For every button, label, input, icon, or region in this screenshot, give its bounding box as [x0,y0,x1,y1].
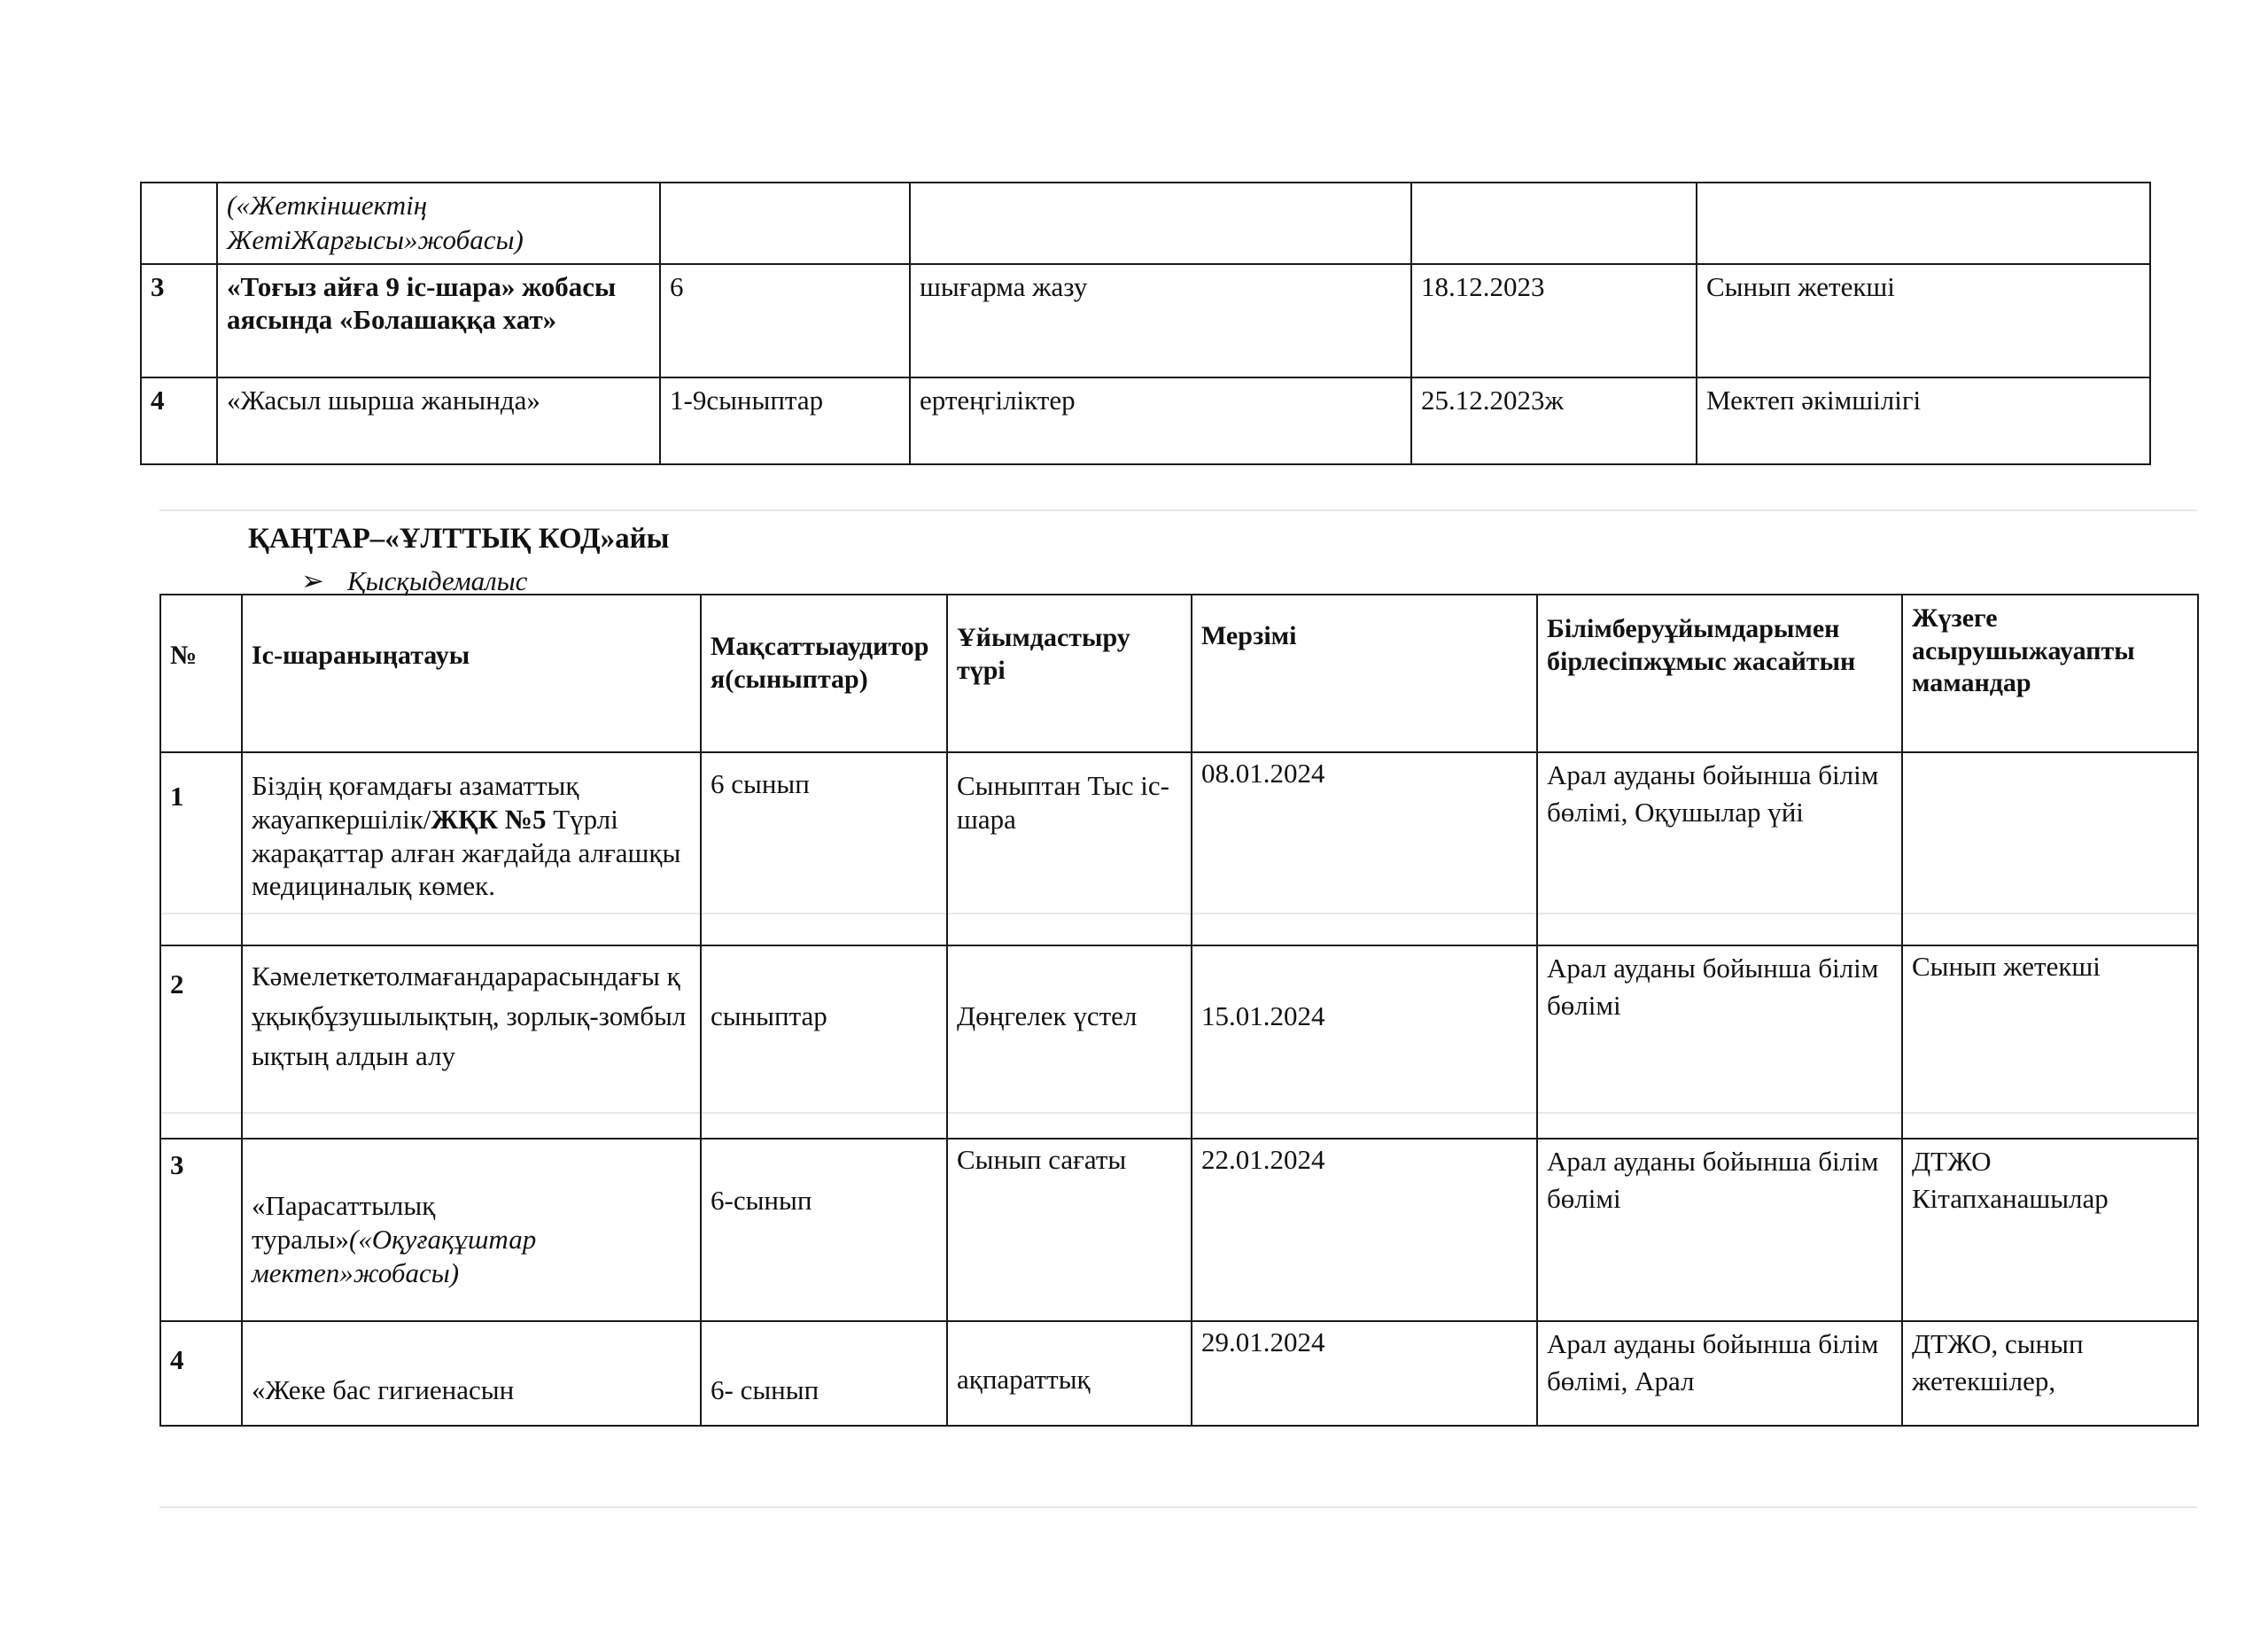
form-cell: Сынып сағаты [947,1139,1192,1321]
row-number [141,183,217,264]
form-cell: Сыныптан Тыс іс-шара [947,752,1192,945]
event-title: Кәмелеткетолмағандарарасындағы құқықбұзушылықтың, зорлық-зомбылықтың алдын алу [242,945,701,1139]
row-number: 2 [160,945,242,1139]
row-number: 3 [141,264,217,377]
arrow-bullet-icon: ➢ [301,565,324,596]
row-number: 3 [160,1139,242,1321]
event-title-part: Түрлі жарақаттар алған жағдайда алғашқы медициналық көмек. [252,803,681,902]
event-title: «Жасыл шырша жанында» [217,377,660,464]
header-form: Ұйымдастыру түрі [947,595,1192,752]
event-title [242,752,701,945]
audience-cell: 6-сынып [701,1139,947,1321]
responsible-cell [1902,752,2198,945]
date-cell: 25.12.2023ж [1411,377,1697,464]
date-cell: 08.01.2024 [1192,752,1537,945]
partners-cell: Арал ауданы бойынша білім бөлімі [1537,1139,1902,1321]
responsible-cell: ДТЖО Кітапханашылар [1902,1139,2198,1321]
partners-cell: Арал ауданы бойынша білім бөлімі [1537,945,1902,1139]
header-title: Іс-шараныңатауы [242,595,701,752]
header-partners: Білімберуұйымдарымен бірлесіпжұмыс жасайтын [1537,595,1902,752]
audience-cell: 6 [660,264,910,377]
header-date: Мерзімі [1192,595,1537,752]
responsible-cell: Мектеп әкімшілігі [1697,377,2150,464]
event-title-code: ЖҚК №5 [431,803,547,835]
date-cell: 29.01.2024 [1192,1321,1537,1426]
events-table [159,594,2199,1427]
table-row [160,1321,2198,1426]
table-row [160,752,2198,945]
bleed-through-line [159,1506,2197,1508]
audience-cell [660,183,910,264]
month-heading: ҚАҢТАР–«ҰЛТТЫҚ КОД»айы [248,523,670,555]
responsible-cell [1697,183,2150,264]
audience-cell: 6 сынып [701,752,947,945]
form-cell: Дөңгелек үстел [947,945,1192,1139]
date-cell: 18.12.2023 [1411,264,1697,377]
header-responsible: Жүзеге асырушыжауапты мамандар [1902,595,2198,752]
bleed-through-line [159,509,2197,511]
partners-cell: Арал ауданы бойынша білім бөлімі, Оқушылар үйі [1537,752,1902,945]
header-audience: Мақсаттыаудиторя(сыныптар) [701,595,947,752]
audience-cell: 1-9сыныптар [660,377,910,464]
header-number: № [160,595,242,752]
event-title: («Жеткіншектің ЖетіЖарғысы»жобасы) [217,183,660,264]
sub-heading-text: Қысқыдемалыс [346,565,528,596]
partners-cell: Арал ауданы бойынша білім бөлімі, Арал [1537,1321,1902,1426]
audience-cell: сыныптар [701,945,947,1139]
table-row [141,264,2150,377]
date-cell [1411,183,1697,264]
event-title: «Жеке бас гигиенасын [242,1321,701,1426]
responsible-cell: ДТЖО, сынып жетекшілер, [1902,1321,2198,1426]
responsible-cell: Сынып жетекші [1902,945,2198,1139]
event-title-part: «Парасаттылық туралы» [252,1190,436,1255]
form-cell [910,183,1411,264]
event-title: «Тоғыз айға 9 іс-шара» жобасы аясында «Болашаққа хат» [217,264,660,377]
form-cell: ертеңгіліктер [910,377,1411,464]
continuation-table [140,182,2151,465]
form-cell: шығарма жазу [910,264,1411,377]
table-row [160,945,2198,1139]
date-cell: 15.01.2024 [1192,945,1537,1139]
table-row [141,183,2150,264]
audience-cell: 6- сынып [701,1321,947,1426]
form-cell: ақпараттық [947,1321,1192,1426]
table-row [141,377,2150,464]
table-row [160,1139,2198,1321]
table-header-row [160,595,2198,752]
event-title-part: Біздің қоғамдағы азаматтық жауапкершілік/ [252,770,579,835]
row-number: 4 [141,377,217,464]
responsible-cell: Сынып жетекші [1697,264,2150,377]
row-number: 1 [160,752,242,945]
row-number: 4 [160,1321,242,1426]
event-title [242,1139,701,1321]
sub-heading [301,565,527,597]
event-title-project: («Оқуғақұштар мектеп»жобасы) [252,1223,537,1288]
date-cell: 22.01.2024 [1192,1139,1537,1321]
